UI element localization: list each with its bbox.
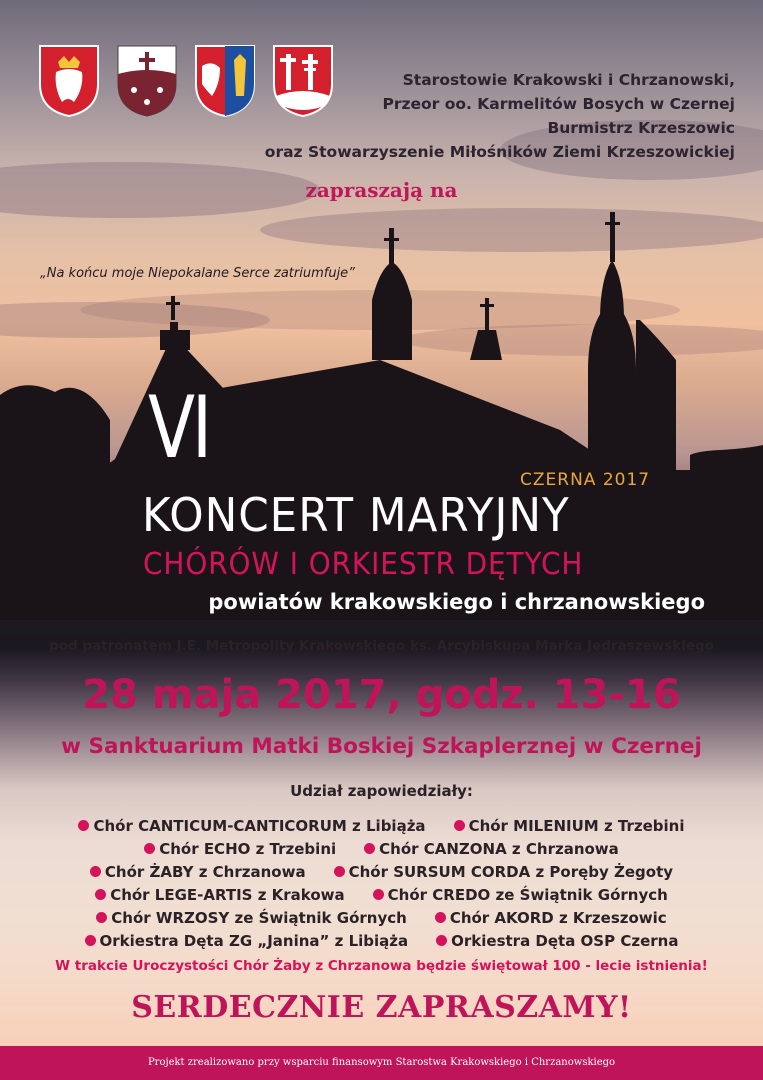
list-item: Chór LEGE-ARTIS z Krakowa [95, 886, 344, 904]
bullet-icon [436, 935, 447, 946]
choir-row [0, 860, 763, 883]
bullet-icon [435, 912, 446, 923]
bullet-icon [373, 889, 384, 900]
list-item: Chór ECHO z Trzebini [144, 840, 336, 858]
host-line: Przeor oo. Karmelitów Bosych w Czernej [382, 95, 735, 113]
event-date: 28 maja 2017, godz. 13-16 [82, 672, 681, 718]
bullet-icon [95, 889, 106, 900]
bullet-icon [96, 912, 107, 923]
bullet-icon [144, 843, 155, 854]
welcome-banner: SERDECZNIE ZAPRASZAMY! [131, 990, 632, 1025]
list-item: Chór CANZONA z Chrzanowa [364, 840, 619, 858]
bullet-icon [364, 843, 375, 854]
edition-label: CZERNA 2017 [520, 470, 651, 490]
white-eagle-crest-icon [38, 44, 100, 118]
list-item: Chór ŻABY z Chrzanowa [90, 863, 306, 881]
list-item: Chór CANTICUM-CANTICORUM z Libiąża [78, 817, 425, 835]
host-line: oraz Stowarzyszenie Miłośników Ziemi Krzeszowickiej [264, 143, 735, 161]
choir-list [0, 814, 763, 952]
patronage-line: pod patronatem J.E. Metropolity Krakowskiego ks. Arcybiskupa Marka Jędraszewskiego [49, 638, 714, 654]
event-venue: w Sanktuarium Matki Boskiej Szkaplerznej w Czernej [61, 734, 702, 759]
bullet-icon [78, 820, 89, 831]
hosts-list [265, 68, 735, 164]
choir-row [0, 837, 763, 860]
list-item: Orkiestra Dęta ZG „Janina” z Libiąża [85, 932, 409, 950]
bullet-icon [85, 935, 96, 946]
concert-title: KONCERT MARYJNY [142, 488, 570, 542]
list-item: Chór WRZOSY ze Świątnik Górnych [96, 909, 407, 927]
participants-heading: Udział zapowiedziały: [290, 782, 473, 800]
eagle-bishop-crest-icon [194, 44, 256, 118]
choir-row [0, 929, 763, 952]
list-item: Chór CREDO ze Świątnik Górnych [373, 886, 668, 904]
bullet-icon [334, 866, 345, 877]
edition-numeral: VI [148, 378, 209, 478]
list-item: Chór AKORD z Krzeszowic [435, 909, 667, 927]
bullet-icon [90, 866, 101, 877]
list-item: Orkiestra Dęta OSP Czerna [436, 932, 678, 950]
jubilee-note: W trakcie Uroczystości Chór Żaby z Chrzanowa będzie świętował 100 - lecie istnienia! [55, 958, 708, 974]
choir-row [0, 883, 763, 906]
choir-row [0, 906, 763, 929]
invite-line: zapraszają na [305, 178, 458, 202]
concert-subtitle: CHÓRÓW I ORKIESTR DĘTYCH [143, 547, 584, 582]
bullet-icon [454, 820, 465, 831]
host-line: Starostowie Krakowski i Chrzanowski, [402, 71, 735, 89]
choir-row [0, 814, 763, 837]
cross-stars-crest-icon [116, 44, 178, 118]
marian-quote: „Na końcu moje Niepokalane Serce zatriumfuje” [40, 266, 355, 281]
host-line: Burmistrz Krzeszowic [547, 119, 735, 137]
list-item: Chór SURSUM CORDA z Poręby Żegoty [334, 863, 673, 881]
list-item: Chór MILENIUM z Trzebini [454, 817, 685, 835]
counties-line: powiatów krakowskiego i chrzanowskiego [208, 590, 705, 614]
funding-footer: Projekt zrealizowano przy wsparciu finansowym Starostwa Krakowskiego i Chrzanowskiego [0, 1046, 763, 1080]
